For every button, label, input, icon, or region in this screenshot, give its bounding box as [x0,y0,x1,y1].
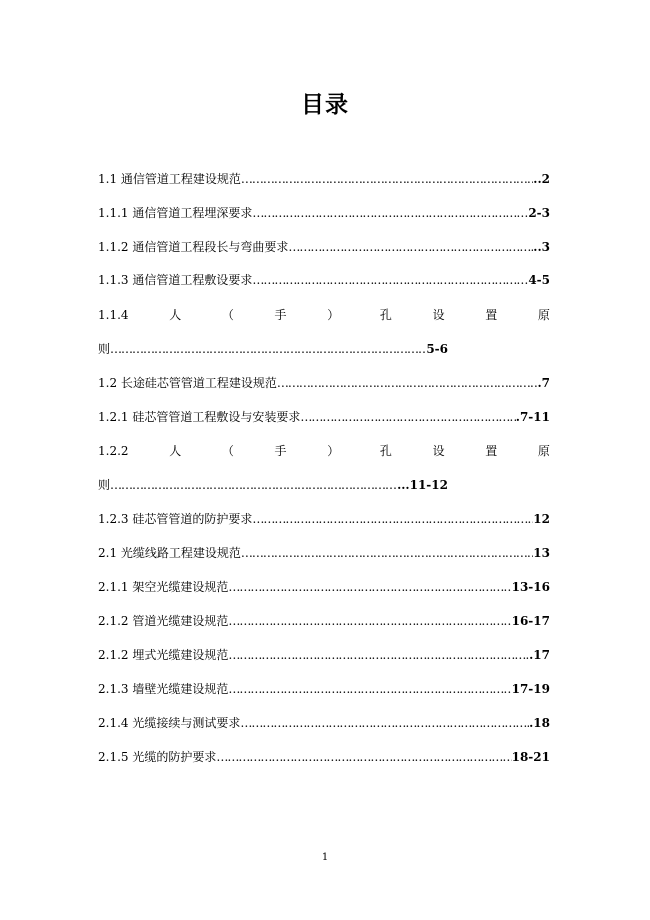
toc-entry-page: .17 [529,648,550,662]
toc-entry-page: 2-3 [528,206,550,220]
toc-entry-page: .7-11 [515,410,550,424]
toc-entry-justified[interactable] [98,307,550,323]
toc-entry-label: 1.2.3 硅芯管管道的防护要求 [98,512,253,526]
toc-entry-page: .18 [529,716,550,730]
toc-entry-page: 5-6 [426,342,448,356]
toc-entry-label: 1.1.3 通信管道工程敷设要求 [98,273,253,287]
toc-entry-part: ） [327,444,340,458]
leader-dots [288,239,533,255]
leader-dots [300,409,515,425]
leader-dots [228,647,529,663]
toc-entry-page: ..3 [533,240,550,254]
toc-entry-label: 2.1.2 埋式光缆建设规范 [98,648,229,662]
toc-entry-label: 则 [98,478,111,492]
toc-entry-part: 1.1.4 [98,308,129,322]
toc-entry-page: 13-16 [511,580,550,594]
leader-dots [110,341,426,357]
leader-dots [277,375,538,391]
toc-entry-part: 孔 [379,308,392,322]
toc-entry[interactable] [98,205,550,221]
toc-entry-continuation[interactable] [98,477,448,493]
toc-entry-label: 2.1.4 光缆接续与测试要求 [98,716,241,730]
toc-entry[interactable] [98,647,550,663]
toc-entry-page: .7 [537,376,550,390]
toc-entry-part: （ [221,444,234,458]
leader-dots [228,613,511,629]
toc-entry-label: 2.1.2 管道光缆建设规范 [98,614,229,628]
toc-entry-part: 设 [432,444,445,458]
toc-entry[interactable] [98,613,550,629]
toc-entry-part: （ [221,308,234,322]
toc-entry[interactable] [98,239,550,255]
toc-entry[interactable] [98,681,550,697]
toc-entry-page: 4-5 [528,273,550,287]
leader-dots [216,749,511,765]
leader-dots [110,477,397,493]
toc-entry-label: 则 [98,342,111,356]
toc-entry-label: 2.1.1 架空光缆建设规范 [98,580,229,594]
toc-entry-label: 1.2 长途硅芯管管道工程建设规范 [98,376,277,390]
toc-entry[interactable] [98,715,550,731]
toc-entry-justified[interactable] [98,443,550,459]
toc-entry-part: 人 [169,308,182,322]
leader-dots [252,511,533,527]
toc-entry-part: 原 [537,308,550,322]
leader-dots [241,545,533,561]
toc-entry-part: ） [327,308,340,322]
leader-dots [228,579,511,595]
toc-entry-page: 18-21 [511,750,550,764]
toc-entry-label: 2.1 光缆线路工程建设规范 [98,546,241,560]
toc-entry-label: 1.2.1 硅芯管管道工程敷设与安装要求 [98,410,301,424]
toc-entry[interactable] [98,749,550,765]
toc-entry-page: ...11-12 [397,478,448,492]
toc-entry-page: 16-17 [511,614,550,628]
page-number: 1 [321,852,329,863]
leader-dots [241,171,533,187]
toc-entry-part: 手 [274,308,287,322]
toc-entry[interactable] [98,579,550,595]
toc-entry[interactable] [98,511,550,527]
toc-entry-part: 人 [169,444,182,458]
page-title: 目录 [301,92,349,118]
toc-entry-part: 置 [485,308,498,322]
toc-entry[interactable] [98,545,550,561]
leader-dots [252,272,528,288]
toc-entry-continuation[interactable] [98,341,448,357]
toc-entry[interactable] [98,171,550,187]
toc-entry-page: 12 [533,512,550,526]
toc-entry-label: 2.1.3 墙壁光缆建设规范 [98,682,229,696]
toc-entry[interactable] [98,375,550,391]
toc-entry-part: 1.2.2 [98,444,129,458]
toc-entry-label: 2.1.5 光缆的防护要求 [98,750,217,764]
toc-entry-part: 孔 [379,444,392,458]
toc-entry-part: 置 [485,444,498,458]
toc-entry[interactable] [98,409,550,425]
toc-entry-page: 17-19 [511,682,550,696]
leader-dots [240,715,529,731]
toc-entry-page: ..2 [533,172,550,186]
toc-entry-label: 1.1 通信管道工程建设规范 [98,172,241,186]
toc-entry-part: 设 [432,308,445,322]
leader-dots [228,681,511,697]
toc-entry[interactable] [98,272,550,288]
toc-entry-part: 手 [274,444,287,458]
toc-entry-label: 1.1.2 通信管道工程段长与弯曲要求 [98,240,289,254]
toc-entry-label: 1.1.1 通信管道工程埋深要求 [98,206,253,220]
toc-entry-page: 13 [533,546,550,560]
leader-dots [252,205,528,221]
toc-entry-part: 原 [537,444,550,458]
